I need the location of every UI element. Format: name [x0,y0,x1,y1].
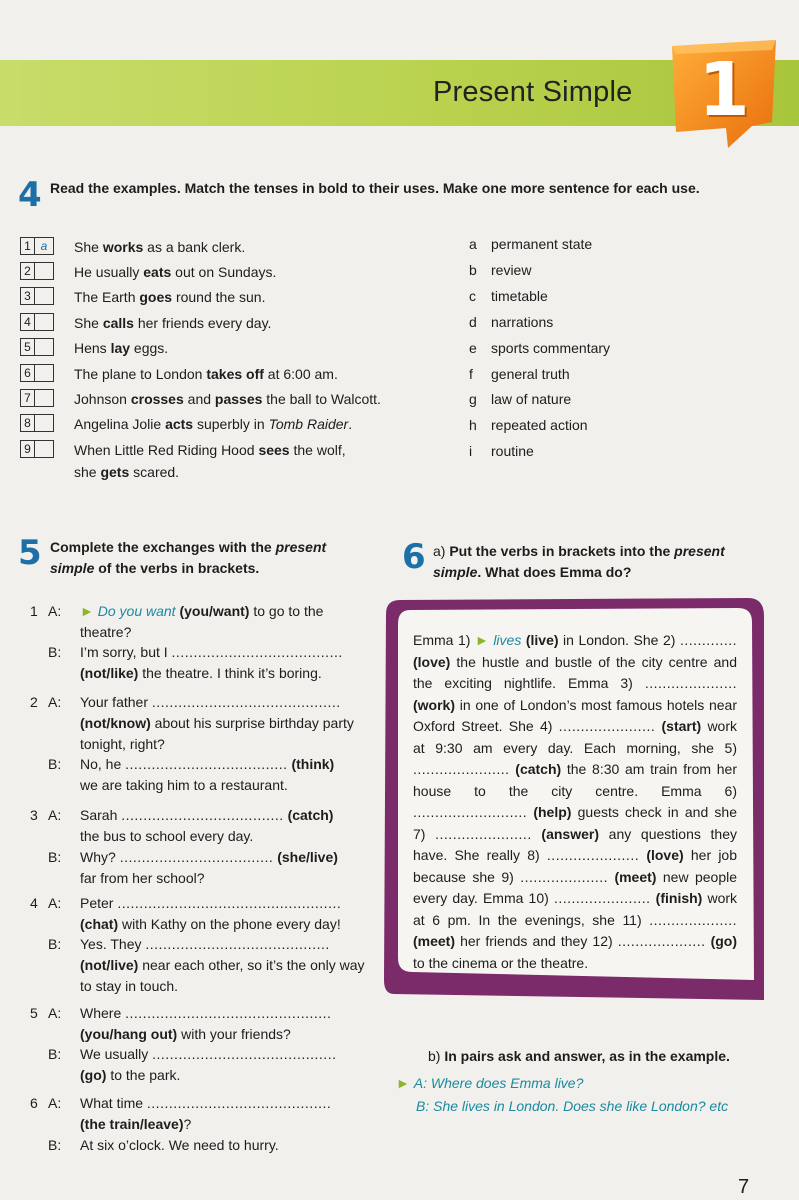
exercise-6b-instruction: b) In pairs ask and answer, as in the example. [428,1048,730,1064]
sentence-text: She calls her friends every day. [74,315,272,331]
exercise-4-number: 4 [18,175,42,215]
page-number: 7 [738,1176,750,1198]
answer-blank: .................... [520,868,609,885]
answer-blank: ....................................... [171,644,343,660]
sentence-row [20,259,460,284]
answer-blank: ...................... [558,718,656,734]
sentence-text: When Little Red Riding Hood sees the wolf, she gets scared. [74,442,346,480]
sentence-text: The Earth goes round the sun. [74,289,266,305]
answer-box[interactable]: 5 [20,338,54,356]
use-item: i routine [469,443,534,459]
answer-box[interactable]: 9 [20,440,54,458]
exercise-5-instruction: Complete the exchanges with the present simple of the verbs in brackets. [50,539,327,576]
answer-box[interactable]: 1 a [20,237,54,255]
answer-blank: ..................... [644,675,737,691]
dialogue-example-b: B: She lives in London. Does she like London? etc [416,1098,729,1114]
dialogue-example-a: ► A: Where does Emma live? [396,1075,584,1091]
example-answer: lives [493,632,522,648]
answer-blank: ................................... [119,849,274,865]
exercise-6a-instruction: a) Put the verbs in brackets into the present simple. What does Emma do? [433,543,725,580]
sentence-text: Hens lay eggs. [74,340,169,356]
use-item: f general truth [469,366,570,382]
sentence-row [20,386,460,411]
unit-badge [668,40,780,150]
sentence-row [20,284,460,309]
answer-box[interactable]: 2 [20,262,54,280]
answer-blank: .......................................... [146,1095,332,1111]
answer-blank: .......................... [413,804,528,820]
answer-blank: ..................................... [121,807,284,823]
answer-blank: .................... [649,911,738,928]
example-answer: Do you want [97,603,176,619]
answer-blank: ..................................... [125,756,288,772]
unit-number: 1 [698,47,750,133]
use-item: d narrations [469,314,554,330]
answer-blank: ..................... [546,847,640,863]
answer-box[interactable]: 7 [20,389,54,407]
sentence-text: The plane to London takes off at 6:00 am. [74,366,338,382]
answer-box[interactable]: 6 [20,364,54,382]
use-item: e sports commentary [469,340,611,356]
answer-blank: ...................... [435,825,532,842]
use-item: b review [469,262,532,278]
sentence-text: Angelina Jolie acts superbly in Tomb Raider. [74,416,353,432]
answer-blank: ...................... [553,890,651,906]
sentence-text: Johnson crosses and passes the ball to Walcott. [74,391,381,407]
sentence-text: She works as a bank clerk. [74,239,246,255]
answer-blank: ...................... [413,761,510,777]
sentence-row [20,310,460,335]
sentence-row [20,437,460,480]
sentence-row [20,234,460,259]
exercise-4-instruction: Read the examples. Match the tenses in bold to their uses. Make one more sentence for each use. [50,180,700,196]
use-item: c timetable [469,288,548,304]
answer-blank: ........................................... [151,694,341,710]
answer-blank: ............. [679,632,738,648]
sentence-row [20,335,460,360]
use-item: g law of nature [469,391,572,407]
emma-passage: Emma 1) ► lives (live) in London. She 2) ............. (love) the hustle and bustle of the city centre and the exciting nightlife. Emma 3) ..................... (work) in one of London’s most famous hotels near Oxford Street. She 4) ...................... (start) work at 9:30 am every day. Each morning, she 5) ...................... (catch) the 8:30 am train from her house to the city centre. Emma 6) .......................... (help) guests check in and she 7) ...................... (answer) any questions they have. She really 8) ..................... (love) her job because she 9) .................... (meet) new people every day. Emma 10) ...................... (finish) work at 6 pm. In the evenings, she 11) .................... (meet) her friends and they 12) .................... (go) to the cinema or the theatre. [413,632,738,971]
answer-blank: ............................................... [125,1005,332,1021]
use-item: a permanent state [469,236,593,252]
exercise-6-number: 6 [402,537,426,577]
sentence-text: He usually eats out on Sundays. [74,264,277,280]
answer-box[interactable]: 8 [20,414,54,432]
answer-box[interactable]: 4 [20,313,54,331]
sentence-row [20,361,460,386]
sentence-row [20,411,460,436]
page-title: Present Simple [433,76,633,108]
answer-blank: .......................................... [152,1046,337,1062]
use-item: h repeated action [469,417,588,433]
exercise-5-number: 5 [18,533,42,573]
answer-blank: ................................................... [117,895,342,911]
answer-blank: .......................................... [145,936,330,952]
answer-blank: .................... [617,933,706,949]
answer-box[interactable]: 3 [20,287,54,305]
